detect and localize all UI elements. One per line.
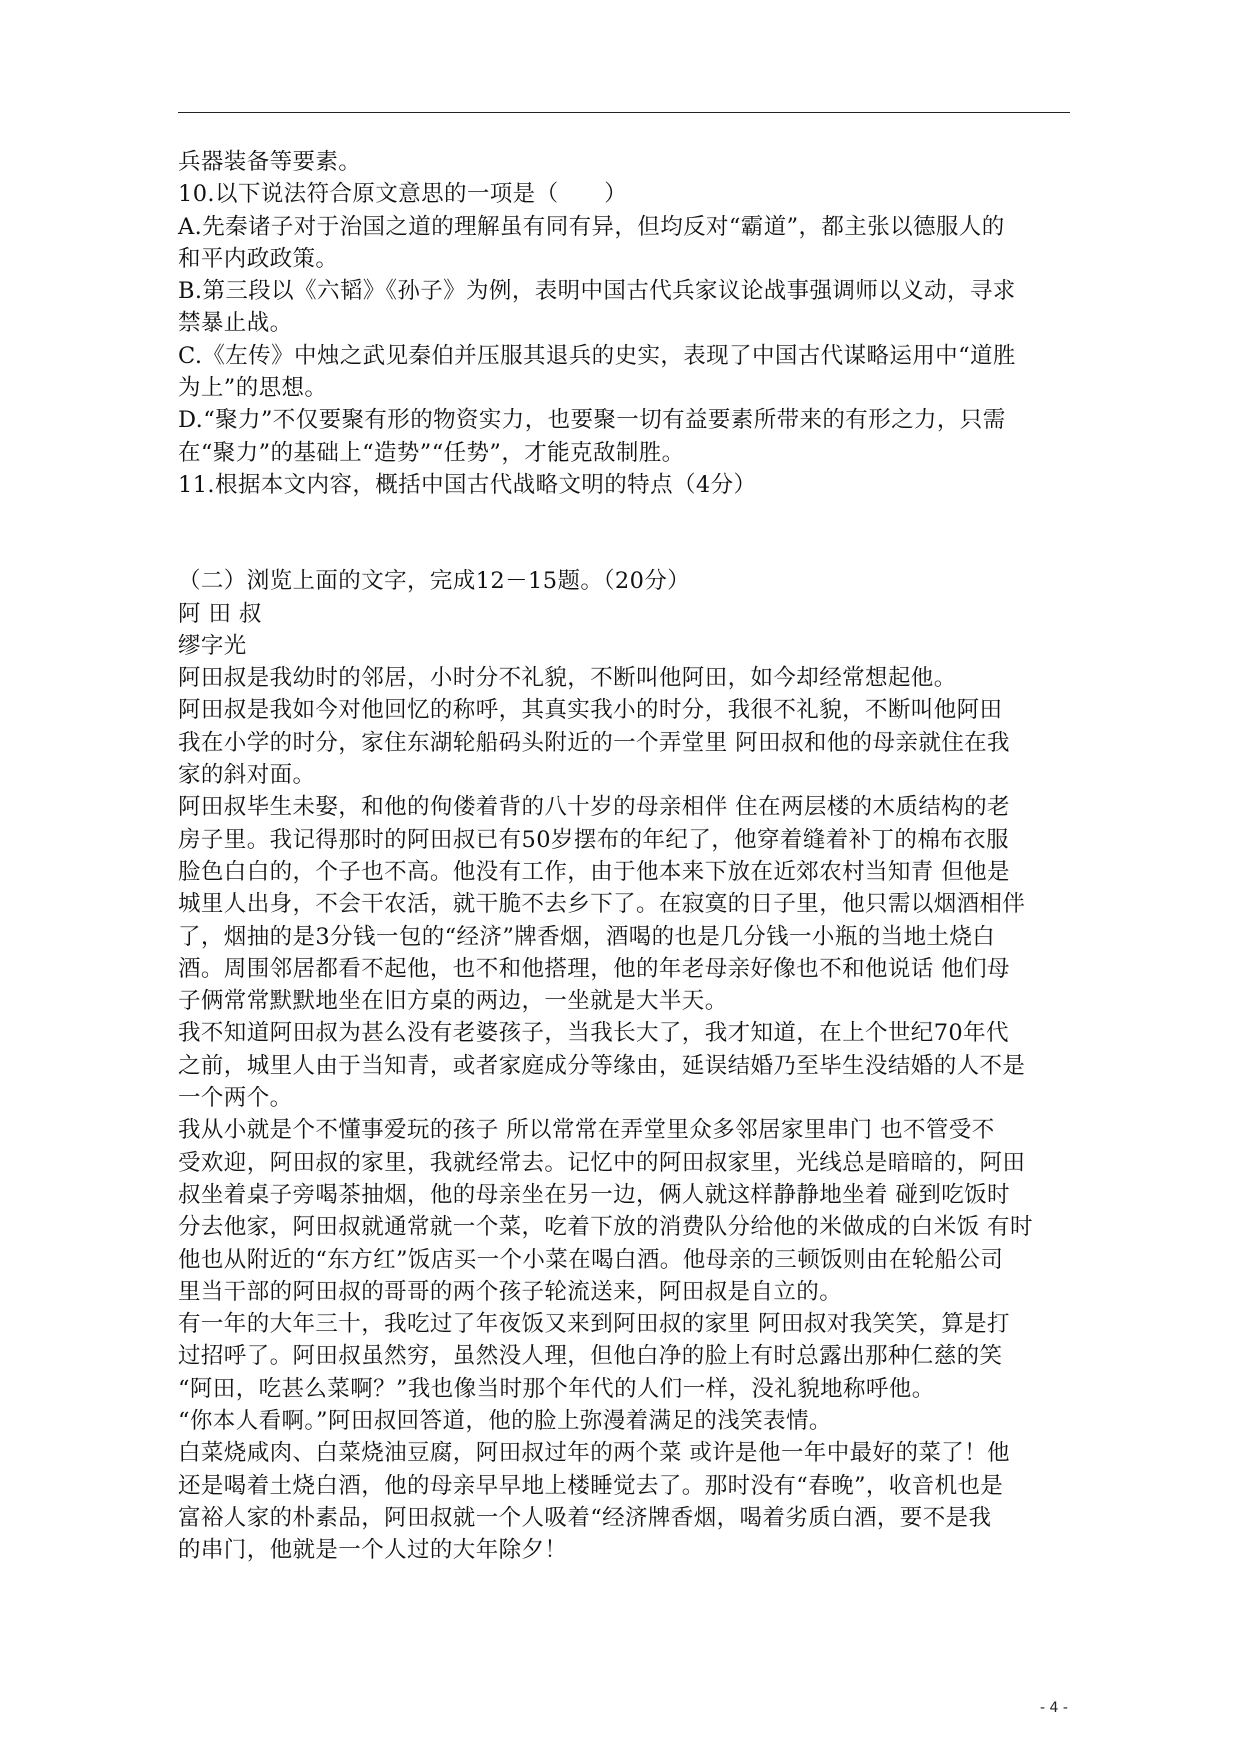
story-line: 有一年的大年三十，我吃过了年夜饭又来到阿田叔的家里 阿田叔对我笑笑，算是打 <box>178 1311 1010 1338</box>
option-c-line-1: C.《左传》中烛之武见秦伯并压服其退兵的史实，表现了中国古代谋略运用中“道胜 <box>178 342 1016 369</box>
story-line: 我不知道阿田叔为甚么没有老婆孩子，当我长大了，我才知道，在上个世纪70年代 <box>178 1020 1009 1047</box>
story-line: 我在小学的时分，家住东湖轮船码头附近的一个弄堂里 阿田叔和他的母亲就住在我 <box>178 729 1010 756</box>
story-line: “阿田，吃甚么菜啊？”我也像当时那个年代的人们一样，没礼貌地称呼他。 <box>178 1375 935 1402</box>
story-line: 还是喝着土烧白酒，他的母亲早早地上楼睡觉去了。那时没有“春晚”，收音机也是 <box>178 1472 1004 1499</box>
story-line: 阿田叔毕生未娶，和他的佝偻着背的八十岁的母亲相伴 住在两层楼的木质结构的老 <box>178 794 1010 821</box>
option-b-line-2: 禁暴止战。 <box>178 310 293 337</box>
story-line: 之前，城里人由于当知青，或者家庭成分等缘由，延误结婚乃至毕生没结婚的人不是 <box>178 1052 1026 1079</box>
story-line: 富裕人家的朴素品，阿田叔就一个人吸着“经济牌香烟，喝着劣质白酒，要不是我 <box>178 1504 992 1531</box>
option-c-line-2: 为上”的思想。 <box>178 375 328 402</box>
header-rule <box>178 112 1070 113</box>
option-b-line-1: B.第三段以《六韬》《孙子》为例，表明中国古代兵家议论战事强调师以义动，寻求 <box>178 278 1016 305</box>
story-line: 房子里。我记得那时的阿田叔已有50岁摆布的年纪了，他穿着缝着补丁的棉布衣服 <box>178 826 1009 853</box>
story-line: 了，烟抽的是3分钱一包的“经济”牌香烟，酒喝的也是几分钱一小瓶的当地土烧白 <box>178 923 996 950</box>
document-body <box>178 146 1118 1566</box>
story-line: 家的斜对面。 <box>178 762 316 789</box>
story-line: 阿田叔是我如今对他回忆的称呼，其真实我小的时分，我很不礼貌，不断叫他阿田 <box>178 697 1003 724</box>
option-a-line-1: A.先秦诸子对于治国之道的理解虽有同有异，但均反对“霸道”，都主张以德服人的 <box>178 213 1005 240</box>
story-line: 他也从附近的“东方红”饭店买一个小菜在喝白酒。他母亲的三顿饭则由在轮船公司 <box>178 1246 1004 1273</box>
answer-space <box>178 501 1118 565</box>
story-line: 我从小就是个不懂事爱玩的孩子 所以常常在弄堂里众多邻居家里串门 也不管受不 <box>178 1117 995 1144</box>
story-author: 缪字光 <box>178 632 247 659</box>
story-line: 受欢迎，阿田叔的家里，我就经常去。记忆中的阿田叔家里，光线总是暗暗的，阿田 <box>178 1149 1026 1176</box>
option-d-line-2: 在“聚力”的基础上“造势”“任势”，才能克敌制胜。 <box>178 439 685 466</box>
question-10-prompt: 10.以下说法符合原文意思的一项是（ ） <box>178 181 628 208</box>
story-line: 城里人出身，不会干农活，就干脆不去乡下了。在寂寞的日子里，他只需以烟酒相伴 <box>178 891 1026 918</box>
story-line: 过招呼了。阿田叔虽然穷，虽然没人理，但他白净的脸上有时总露出那种仁慈的笑 <box>178 1343 1003 1370</box>
story-title: 阿 田 叔 <box>178 600 262 627</box>
section-2-heading: （二）浏览上面的文字，完成12－15题。（20分） <box>178 568 691 595</box>
story-line: 的串门，他就是一个人过的大年除夕！ <box>178 1537 568 1564</box>
story-line: 脸色白白的，个子也不高。他没有工作，由于他本来下放在近郊农村当知青 但他是 <box>178 858 1010 885</box>
story-line: 一个两个。 <box>178 1085 293 1112</box>
story-line: 里当干部的阿田叔的哥哥的两个孩子轮流送来，阿田叔是自立的。 <box>178 1278 843 1305</box>
question-11-prompt: 11.根据本文内容，概括中国古代战略文明的特点（4分） <box>178 471 757 498</box>
story-line: 叔坐着桌子旁喝茶抽烟，他的母亲坐在另一边，俩人就这样静静地坐着 碰到吃饭时 <box>178 1181 1010 1208</box>
option-d-line-1: D.“聚力”不仅要聚有形的物资实力，也要聚一切有益要素所带来的有形之力，只需 <box>178 407 1006 434</box>
story-line: 阿田叔是我幼时的邻居，小时分不礼貌，不断叫他阿田，如今却经常想起他。 <box>178 665 957 692</box>
story-line: “你本人看啊。”阿田叔回答道，他的脸上弥漫着满足的浅笑表情。 <box>178 1407 832 1434</box>
question-9-tail: 兵器装备等要素。 <box>178 149 362 175</box>
story-line: 分去他家，阿田叔就通常就一个菜，吃着下放的消费队分给他的米做成的白米饭 有时 <box>178 1214 1033 1241</box>
story-line: 子俩常常默默地坐在旧方桌的两边，一坐就是大半天。 <box>178 988 728 1015</box>
story-line: 白菜烧咸肉、白菜烧油豆腐，阿田叔过年的两个菜 或许是他一年中最好的菜了！他 <box>178 1440 1010 1467</box>
story-line: 酒。周围邻居都看不起他，也不和他搭理，他的年老母亲好像也不和他说话 他们母 <box>178 955 1010 982</box>
page-number: - 4 - <box>1040 1700 1068 1716</box>
option-a-line-2: 和平内政政策。 <box>178 245 339 272</box>
